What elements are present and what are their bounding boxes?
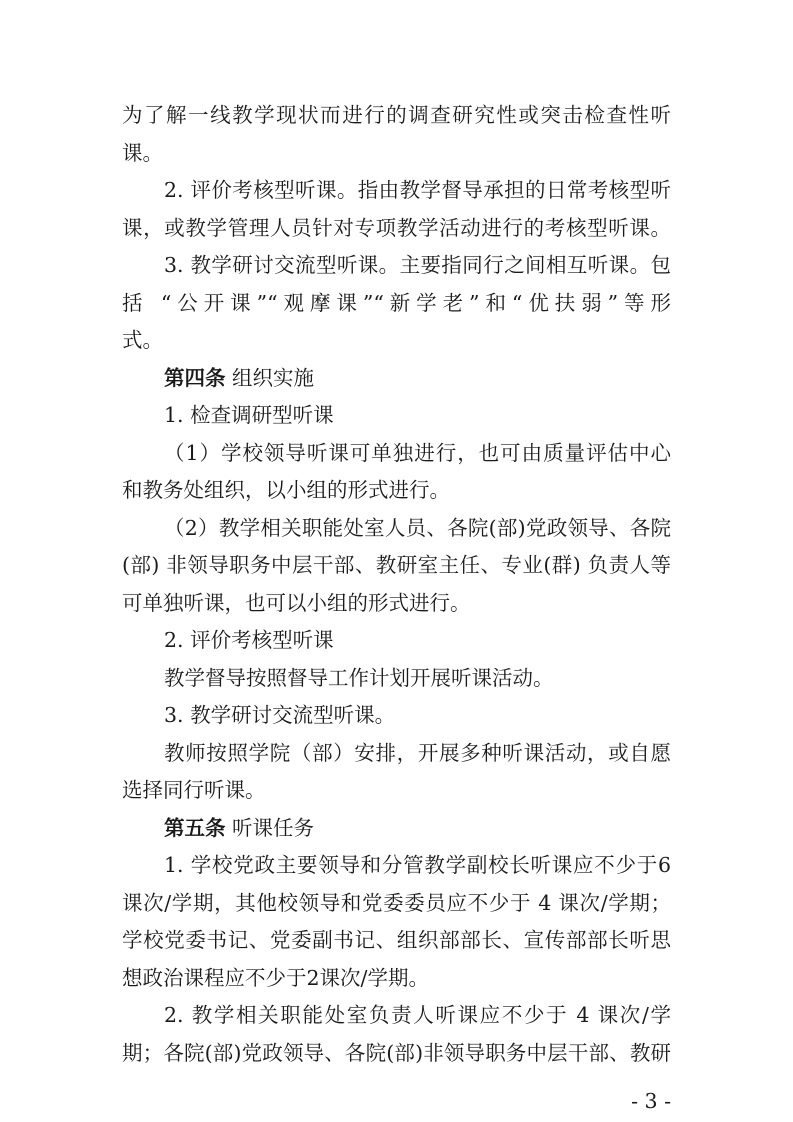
article-title: 听课任务 — [232, 816, 315, 840]
body-line: 和教务处组织，以小组的形式进行。 — [122, 478, 450, 502]
body-line: 为了解一线教学现状而进行的调查研究性或突击检查性听 — [122, 103, 671, 127]
body-line: （1）学校领导听课可单独进行，也可由质量评估中心 — [164, 441, 671, 465]
article-label: 第四条 — [164, 366, 226, 390]
body-line: 想政治课程应不少于2课次/学期。 — [122, 966, 429, 990]
list-item-2: 2. 教学相关职能处室负责人听课应不少于 4 课次/学 — [164, 1003, 671, 1027]
list-item-3: 3. 教学研讨交流型听课。主要指同行之间相互听课。包 — [164, 253, 671, 277]
body-line: (部) 非领导职务中层干部、教研室主任、专业(群) 负责人等 — [122, 553, 671, 577]
subheading: 3. 教学研讨交流型听课。 — [164, 703, 396, 727]
body-line: 课，或教学管理人员针对专项教学活动进行的考核型听课。 — [122, 216, 671, 240]
body-line: 课。 — [122, 141, 163, 165]
body-line: 选择同行听课。 — [122, 778, 266, 802]
body-line: 课次/学期，其他校领导和党委委员应不少于 4 课次/学期； — [122, 891, 671, 915]
body-line: 括 “公开课”“观摩课”“新学老”和“优扶弱”等形 — [122, 291, 671, 315]
body-line: 教师按照学院（部）安排，开展多种听课活动，或自愿 — [164, 741, 671, 765]
subheading: 2. 评价考核型听课 — [164, 628, 334, 652]
body-line: 可单独听课，也可以小组的形式进行。 — [122, 591, 471, 615]
article-label: 第五条 — [164, 816, 226, 840]
article-title: 组织实施 — [232, 366, 315, 390]
list-item-2: 2. 评价考核型听课。指由教学督导承担的日常考核型听 — [164, 178, 671, 202]
article-5-heading — [164, 810, 671, 846]
body-line: 期；各院(部)党政领导、各院(部)非领导职务中层干部、教研 — [122, 1041, 671, 1065]
body-line: 式。 — [122, 328, 163, 352]
article-4-heading — [164, 360, 671, 396]
list-item-1: 1. 学校党政主要领导和分管教学副校长听课应不少于6 — [164, 853, 671, 877]
body-line: 教学督导按照督导工作计划开展听课活动。 — [164, 666, 554, 690]
subheading: 1. 检查调研型听课 — [164, 403, 334, 427]
body-line: （2）教学相关职能处室人员、各院(部)党政领导、各院 — [164, 516, 671, 540]
body-line: 学校党委书记、党委副书记、组织部部长、宣传部部长听思 — [122, 928, 671, 952]
page-number: - 3 - — [631, 1089, 671, 1113]
